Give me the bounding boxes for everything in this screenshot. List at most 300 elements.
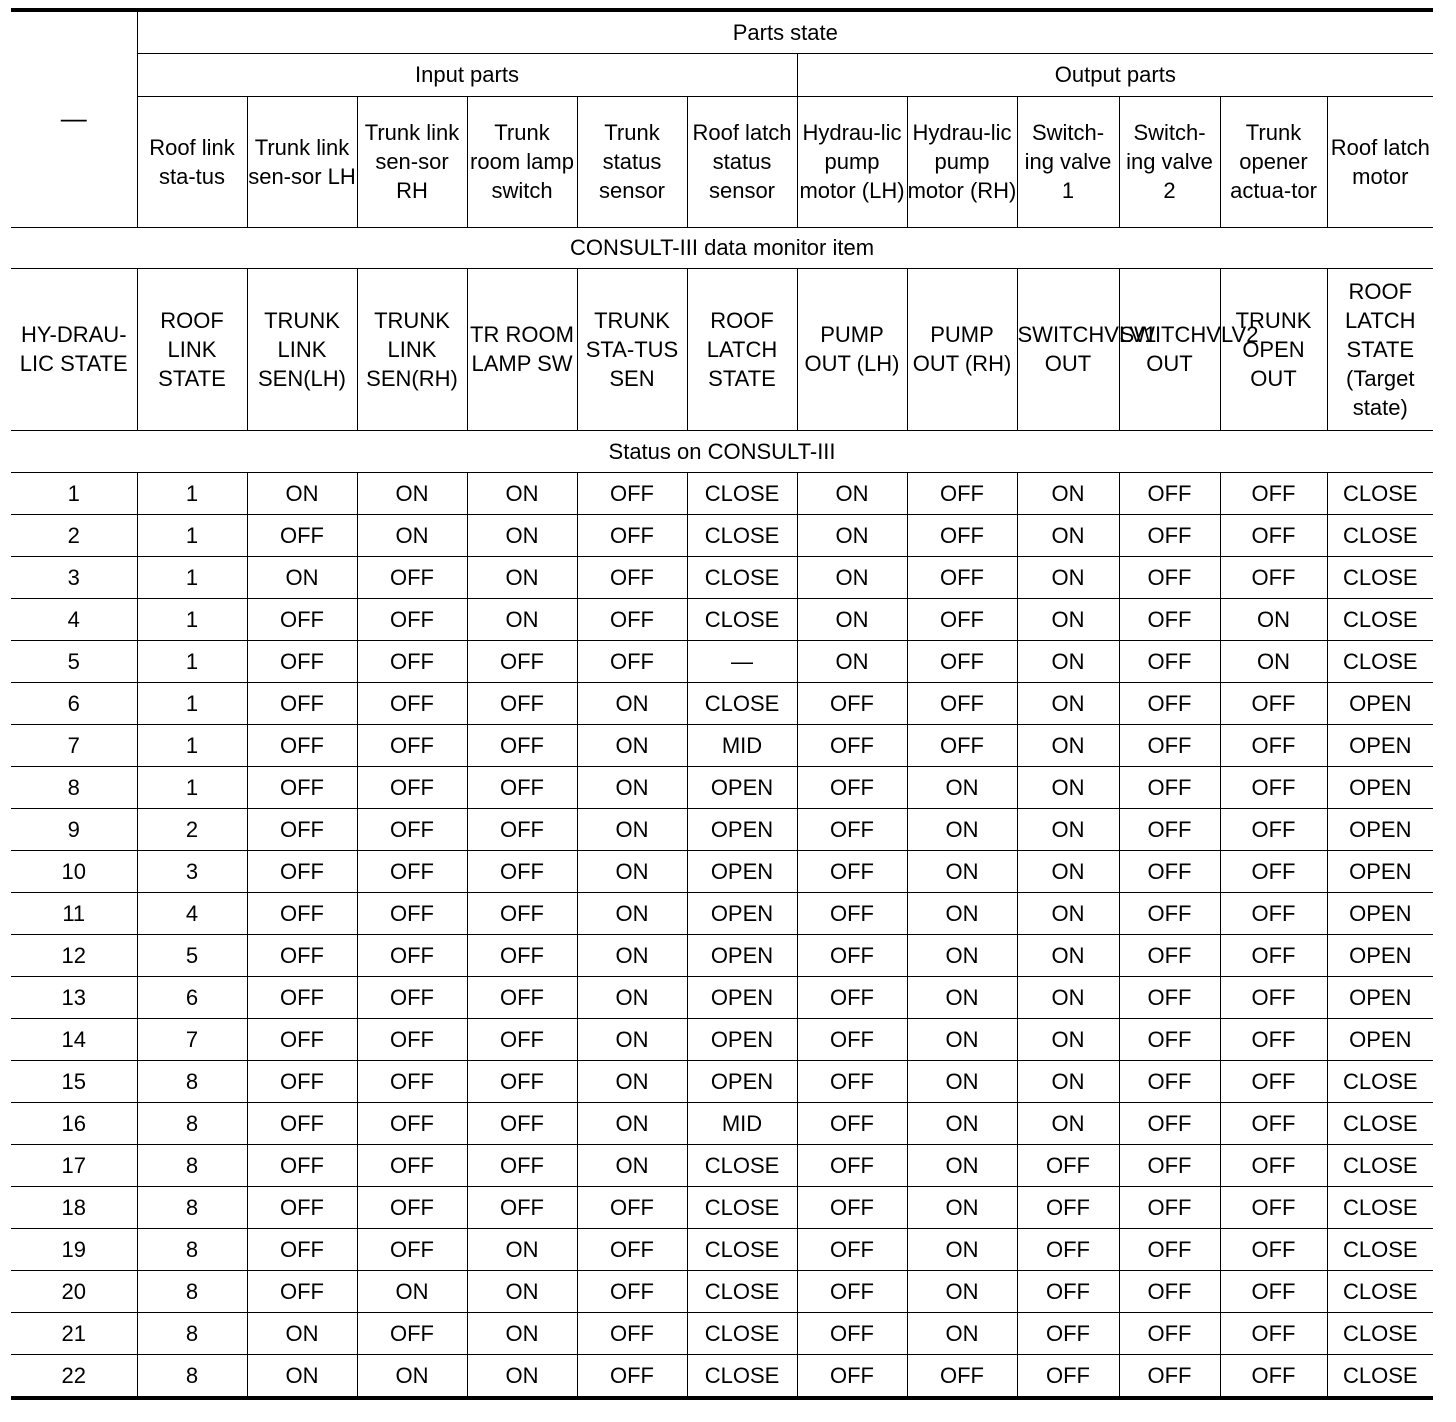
table-cell: ON (907, 1228, 1017, 1270)
table-cell: ON (907, 850, 1017, 892)
table-cell: ON (467, 1354, 577, 1398)
table-cell: 5 (137, 934, 247, 976)
table-cell: 5 (11, 640, 137, 682)
table-cell: OFF (577, 514, 687, 556)
table-cell: OFF (797, 682, 907, 724)
table-cell: OFF (247, 892, 357, 934)
table-cell: 8 (137, 1228, 247, 1270)
table-cell: OFF (1119, 850, 1220, 892)
table-cell: OFF (467, 724, 577, 766)
table-cell: CLOSE (1327, 1270, 1433, 1312)
table-cell: 8 (137, 1144, 247, 1186)
table-cell: 4 (137, 892, 247, 934)
corner-cell (11, 10, 137, 227)
table-cell: OFF (797, 934, 907, 976)
part-header: Roof latch status sensor (687, 96, 797, 227)
table-cell: CLOSE (687, 1312, 797, 1354)
table-cell: OFF (1017, 1228, 1119, 1270)
table-row (11, 850, 1433, 892)
table-cell: ON (577, 682, 687, 724)
table-cell: OFF (357, 682, 467, 724)
table-cell: CLOSE (1327, 1354, 1433, 1398)
table-cell: ON (907, 1018, 1017, 1060)
table-cell: OFF (467, 892, 577, 934)
table-cell: OFF (467, 934, 577, 976)
table-cell: 2 (11, 514, 137, 556)
table-cell: OFF (247, 1144, 357, 1186)
table-cell: ON (907, 766, 1017, 808)
table-cell: 6 (137, 976, 247, 1018)
table-cell: OFF (247, 1060, 357, 1102)
part-header: Trunk link sen-sor RH (357, 96, 467, 227)
table-cell: ON (907, 1060, 1017, 1102)
table-cell: OFF (1119, 472, 1220, 514)
hydraulic-state-table (11, 8, 1433, 1400)
table-cell: ON (247, 472, 357, 514)
table-cell: OFF (1220, 976, 1327, 1018)
table-cell: CLOSE (1327, 598, 1433, 640)
output-parts-header: Output parts (797, 53, 1433, 96)
table-cell: OFF (1017, 1312, 1119, 1354)
table-row (11, 1270, 1433, 1312)
table-cell: ON (357, 472, 467, 514)
table-cell: MID (687, 724, 797, 766)
table-cell: OFF (1220, 1102, 1327, 1144)
table-cell: ON (577, 1018, 687, 1060)
part-header: Roof link sta-tus (137, 96, 247, 227)
monitor-item-header: SWITCHVLV2 OUT (1119, 268, 1220, 430)
table-cell: OFF (577, 598, 687, 640)
table-cell: 8 (11, 766, 137, 808)
table-cell: 1 (11, 472, 137, 514)
table-cell: CLOSE (687, 1228, 797, 1270)
part-header: Trunk room lamp switch (467, 96, 577, 227)
table-cell: OFF (1119, 1144, 1220, 1186)
table-cell: OFF (797, 1312, 907, 1354)
table-cell: OFF (247, 1228, 357, 1270)
table-cell: OFF (1220, 892, 1327, 934)
table-cell: ON (577, 850, 687, 892)
table-cell: OFF (577, 1354, 687, 1398)
table-cell: 12 (11, 934, 137, 976)
table-cell: OFF (1119, 892, 1220, 934)
table-cell: OFF (577, 1312, 687, 1354)
table-cell: ON (1017, 976, 1119, 1018)
table-cell: OFF (1119, 682, 1220, 724)
table-row (11, 598, 1433, 640)
table-cell: ON (797, 598, 907, 640)
monitor-item-header: ROOF LATCH STATE (687, 268, 797, 430)
table-cell: CLOSE (1327, 1228, 1433, 1270)
table-cell: CLOSE (1327, 1060, 1433, 1102)
table-cell: ON (467, 514, 577, 556)
table-cell: ON (247, 1354, 357, 1398)
table-cell: OFF (247, 850, 357, 892)
table-cell: — (687, 640, 797, 682)
table-cell: OFF (797, 1270, 907, 1312)
table-cell: ON (357, 1270, 467, 1312)
table-cell: ON (577, 1102, 687, 1144)
monitor-item-header: ROOF LINK STATE (137, 268, 247, 430)
table-cell: OFF (357, 724, 467, 766)
table-cell: OFF (247, 934, 357, 976)
table-cell: ON (1017, 808, 1119, 850)
table-cell: 8 (137, 1102, 247, 1144)
table-cell: OFF (247, 598, 357, 640)
table-row (11, 724, 1433, 766)
table-cell: 8 (137, 1312, 247, 1354)
table-cell: OFF (1119, 766, 1220, 808)
table-cell: OFF (357, 766, 467, 808)
table-row (11, 1144, 1433, 1186)
table-row (11, 1354, 1433, 1398)
table-cell: OPEN (1327, 724, 1433, 766)
table-cell: ON (1017, 934, 1119, 976)
table-cell: OFF (1119, 556, 1220, 598)
table-cell: OFF (357, 1018, 467, 1060)
table-cell: OFF (1017, 1144, 1119, 1186)
table-cell: ON (1017, 892, 1119, 934)
table-cell: 8 (137, 1186, 247, 1228)
table-cell: OFF (1017, 1354, 1119, 1398)
table-cell: CLOSE (687, 1144, 797, 1186)
table-cell: CLOSE (687, 514, 797, 556)
table-cell: ON (577, 892, 687, 934)
parts-state-header: Parts state (137, 10, 1433, 53)
table-cell: CLOSE (1327, 1144, 1433, 1186)
table-cell: 1 (137, 598, 247, 640)
table-cell: 11 (11, 892, 137, 934)
table-cell: 1 (137, 682, 247, 724)
table-cell: 1 (137, 766, 247, 808)
table-cell: OFF (907, 472, 1017, 514)
table-row (11, 1018, 1433, 1060)
table-cell: OFF (247, 724, 357, 766)
table-cell: 7 (137, 1018, 247, 1060)
table-cell: OPEN (1327, 682, 1433, 724)
table-cell: ON (1017, 766, 1119, 808)
table-cell: OFF (797, 1144, 907, 1186)
table-row (11, 1060, 1433, 1102)
table-cell: OFF (1017, 1186, 1119, 1228)
table-cell: ON (467, 1228, 577, 1270)
table-cell: ON (907, 892, 1017, 934)
table-cell: ON (1017, 1018, 1119, 1060)
monitor-item-header: PUMP OUT (LH) (797, 268, 907, 430)
table-cell: ON (467, 1312, 577, 1354)
table-cell: OFF (797, 1354, 907, 1398)
table-cell: 16 (11, 1102, 137, 1144)
table-cell: OFF (907, 1354, 1017, 1398)
table-cell: CLOSE (687, 682, 797, 724)
table-cell: ON (797, 640, 907, 682)
table-cell: 3 (11, 556, 137, 598)
table-cell: OPEN (1327, 850, 1433, 892)
table-cell: OFF (1220, 1144, 1327, 1186)
table-row (11, 1228, 1433, 1270)
table-cell: ON (1017, 556, 1119, 598)
table-cell: 1 (137, 640, 247, 682)
monitor-item-header: TRUNK LINK SEN(LH) (247, 268, 357, 430)
table-cell: 9 (11, 808, 137, 850)
table-cell: ON (467, 1270, 577, 1312)
table-cell: OFF (1119, 1270, 1220, 1312)
table-cell: OFF (1119, 976, 1220, 1018)
table-cell: ON (907, 1270, 1017, 1312)
table-cell: 1 (137, 514, 247, 556)
table-cell: 6 (11, 682, 137, 724)
table-cell: ON (577, 766, 687, 808)
table-cell: OPEN (687, 976, 797, 1018)
table-cell: 3 (137, 850, 247, 892)
table-cell: OFF (1220, 682, 1327, 724)
table-cell: ON (797, 556, 907, 598)
table-cell: OPEN (1327, 1018, 1433, 1060)
table-cell: OFF (357, 1228, 467, 1270)
table-row (11, 976, 1433, 1018)
table-cell: OFF (797, 1186, 907, 1228)
table-cell: ON (467, 598, 577, 640)
table-cell: OFF (467, 640, 577, 682)
table-cell: OFF (797, 766, 907, 808)
table-cell: OFF (357, 1060, 467, 1102)
status-band: Status on CONSULT-III (11, 430, 1433, 472)
table-cell: OFF (1119, 1354, 1220, 1398)
table-cell: ON (1017, 850, 1119, 892)
table-row (11, 472, 1433, 514)
table-cell: 20 (11, 1270, 137, 1312)
table-cell: OFF (577, 1270, 687, 1312)
table-cell: ON (1220, 598, 1327, 640)
table-cell: OFF (907, 598, 1017, 640)
table-cell: ON (577, 724, 687, 766)
table-cell: 15 (11, 1060, 137, 1102)
table-cell: CLOSE (687, 598, 797, 640)
table-row (11, 514, 1433, 556)
table-cell: OPEN (687, 766, 797, 808)
table-cell: OFF (797, 724, 907, 766)
table-cell: ON (1017, 724, 1119, 766)
table-cell: OFF (467, 1144, 577, 1186)
table-cell: OFF (1220, 766, 1327, 808)
part-header: Roof latch motor (1327, 96, 1433, 227)
table-cell: OFF (577, 556, 687, 598)
table-cell: ON (1220, 640, 1327, 682)
part-header: Switch-ing valve 1 (1017, 96, 1119, 227)
table-cell: OPEN (1327, 808, 1433, 850)
table-cell: CLOSE (1327, 640, 1433, 682)
table-cell: 17 (11, 1144, 137, 1186)
table-cell: CLOSE (1327, 1312, 1433, 1354)
table-cell: OFF (357, 976, 467, 1018)
table-cell: OFF (797, 1102, 907, 1144)
table-cell: 1 (137, 556, 247, 598)
table-cell: ON (907, 1312, 1017, 1354)
table-cell: OFF (1119, 724, 1220, 766)
table-cell: ON (577, 1144, 687, 1186)
table-cell: OFF (247, 682, 357, 724)
part-header: Trunk link sen-sor LH (247, 96, 357, 227)
table-cell: ON (357, 1354, 467, 1398)
monitor-item-header: TRUNK STA-TUS SEN (577, 268, 687, 430)
input-parts-header: Input parts (137, 53, 797, 96)
table-cell: OFF (247, 976, 357, 1018)
table-cell: OFF (797, 976, 907, 1018)
table-cell: OPEN (1327, 766, 1433, 808)
table-cell: OFF (797, 850, 907, 892)
table-cell: OFF (1119, 598, 1220, 640)
table-cell: OFF (357, 1186, 467, 1228)
table-cell: OFF (907, 724, 1017, 766)
table-cell: OFF (1220, 934, 1327, 976)
table-cell: OFF (357, 598, 467, 640)
table-cell: ON (907, 1186, 1017, 1228)
table-cell: OPEN (687, 1060, 797, 1102)
table-cell: ON (1017, 682, 1119, 724)
table-cell: OFF (1119, 1186, 1220, 1228)
table-cell: OFF (1119, 1060, 1220, 1102)
table-cell: OFF (247, 514, 357, 556)
table-cell: 18 (11, 1186, 137, 1228)
table-cell: OFF (1220, 514, 1327, 556)
table-cell: OFF (1119, 1228, 1220, 1270)
table-cell: OFF (357, 556, 467, 598)
table-cell: 2 (137, 808, 247, 850)
table-row (11, 682, 1433, 724)
table-cell: OFF (1220, 1060, 1327, 1102)
table-cell: 8 (137, 1060, 247, 1102)
table-cell: OFF (797, 1228, 907, 1270)
table-cell: OFF (1119, 1312, 1220, 1354)
corner-dash: — (60, 103, 87, 134)
monitor-item-header: TR ROOM LAMP SW (467, 268, 577, 430)
table-row (11, 808, 1433, 850)
table-cell: ON (907, 934, 1017, 976)
table-cell: OFF (1119, 514, 1220, 556)
table-cell: 7 (11, 724, 137, 766)
table-cell: CLOSE (1327, 514, 1433, 556)
table-row (11, 766, 1433, 808)
table-cell: OFF (247, 808, 357, 850)
table-cell: OFF (797, 808, 907, 850)
table-cell: CLOSE (687, 472, 797, 514)
table-cell: ON (1017, 514, 1119, 556)
table-cell: OFF (357, 1312, 467, 1354)
table-cell: OPEN (687, 808, 797, 850)
table-cell: OFF (1220, 808, 1327, 850)
table-cell: OFF (357, 934, 467, 976)
table-cell: OPEN (1327, 892, 1433, 934)
table-cell: CLOSE (687, 1354, 797, 1398)
monitor-item-header: PUMP OUT (RH) (907, 268, 1017, 430)
table-cell: 8 (137, 1270, 247, 1312)
table-cell: OFF (467, 1186, 577, 1228)
table-cell: ON (907, 976, 1017, 1018)
table-row (11, 640, 1433, 682)
table-cell: OFF (1220, 724, 1327, 766)
table-cell: OFF (247, 1270, 357, 1312)
table-cell: ON (247, 556, 357, 598)
table-cell: CLOSE (1327, 1186, 1433, 1228)
table-cell: OPEN (687, 934, 797, 976)
table-cell: 19 (11, 1228, 137, 1270)
table-cell: ON (907, 808, 1017, 850)
table-cell: ON (1017, 598, 1119, 640)
table-cell: OFF (1220, 1312, 1327, 1354)
table-cell: OFF (1220, 1270, 1327, 1312)
table-cell: OFF (1220, 1186, 1327, 1228)
table-cell: OFF (357, 892, 467, 934)
part-header: Hydrau-lic pump motor (LH) (797, 96, 907, 227)
table-cell: 10 (11, 850, 137, 892)
monitor-item-header: TRUNK LINK SEN(RH) (357, 268, 467, 430)
monitor-item-header: HY-DRAU-LIC STATE (11, 268, 137, 430)
table-cell: OPEN (687, 1018, 797, 1060)
table-cell: OFF (1119, 1018, 1220, 1060)
table-cell: ON (467, 472, 577, 514)
table-cell: ON (797, 514, 907, 556)
table-cell: OFF (797, 1018, 907, 1060)
table-cell: ON (797, 472, 907, 514)
table-cell: CLOSE (687, 1186, 797, 1228)
table-cell: OFF (247, 1102, 357, 1144)
table-cell: OFF (357, 640, 467, 682)
table-cell: OFF (467, 850, 577, 892)
table-cell: OFF (1220, 1018, 1327, 1060)
table-cell: OFF (577, 1186, 687, 1228)
table-cell: OFF (1220, 1228, 1327, 1270)
table-row (11, 1102, 1433, 1144)
table-cell: OFF (1119, 640, 1220, 682)
table-cell: OFF (907, 556, 1017, 598)
table-cell: ON (357, 514, 467, 556)
table-cell: ON (577, 808, 687, 850)
table-cell: OFF (797, 892, 907, 934)
table-cell: OFF (357, 1102, 467, 1144)
table-cell: OFF (467, 1018, 577, 1060)
monitor-item-header: SWITCHVLV1 OUT (1017, 268, 1119, 430)
table-cell: OFF (1017, 1270, 1119, 1312)
table-cell: OFF (357, 808, 467, 850)
table-cell: ON (467, 556, 577, 598)
table-cell: OFF (1119, 808, 1220, 850)
table-cell: OFF (467, 976, 577, 1018)
table-cell: OFF (1119, 1102, 1220, 1144)
table-cell: OFF (467, 682, 577, 724)
table-cell: OFF (247, 640, 357, 682)
table-cell: ON (1017, 1060, 1119, 1102)
table-cell: OFF (467, 1060, 577, 1102)
table-cell: OFF (797, 1060, 907, 1102)
table-cell: 8 (137, 1354, 247, 1398)
table-cell: 1 (137, 724, 247, 766)
table-cell: CLOSE (1327, 1102, 1433, 1144)
table-cell: 21 (11, 1312, 137, 1354)
table-cell: 22 (11, 1354, 137, 1398)
table-cell: OFF (247, 1018, 357, 1060)
table-cell: ON (1017, 1102, 1119, 1144)
table-cell: ON (907, 1144, 1017, 1186)
table-cell: OFF (357, 1144, 467, 1186)
part-header: Hydrau-lic pump motor (RH) (907, 96, 1017, 227)
table-row (11, 1186, 1433, 1228)
table-cell: OFF (577, 1228, 687, 1270)
table-cell: OFF (907, 640, 1017, 682)
table-cell: OFF (247, 766, 357, 808)
table-cell: CLOSE (1327, 556, 1433, 598)
monitor-item-header: TRUNK OPEN OUT (1220, 268, 1327, 430)
part-header: Switch-ing valve 2 (1119, 96, 1220, 227)
